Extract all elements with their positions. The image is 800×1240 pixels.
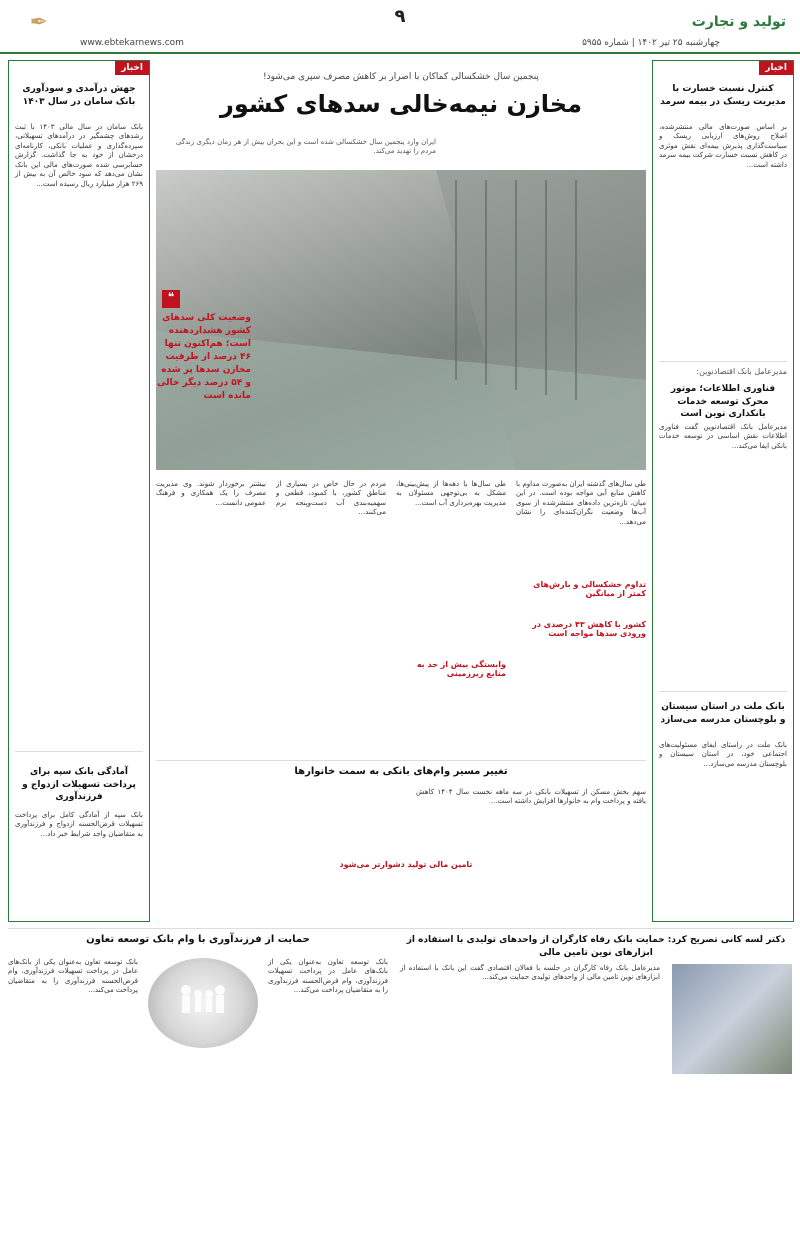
section-label: اخبار [115, 61, 149, 75]
family-icon [176, 982, 230, 1022]
banks-body: سهم بخش مسکن از تسهیلات بانکی در سه ماهه نخست سال ۱۴۰۴ کاهش یافته و پرداخت وام به خانوارها افزایش داشته است... [416, 788, 646, 806]
article-lead: ایران وارد پنجمین سال خشکسالی شده است و این بحران بیش از هر زمان دیگری زندگی مردم را تهدید می‌کند. [176, 138, 436, 156]
page-number: ۹ [394, 6, 406, 27]
section-label: اخبار [759, 61, 793, 75]
bottom-left-body-2: بانک توسعه تعاون به‌عنوان یکی از بانک‌های عامل در پرداخت تسهیلات فرزندآوری، وام قرض‌الحسنه فرزندآوری را به متقاضیان پرداخت می‌کند... [8, 958, 138, 995]
article-body-d: بیشتر برخوردار شوند. وی مدیریت مصرف را یک همکاری و فرهنگ عمومی دانست... [156, 480, 266, 507]
bottom-left-story [8, 934, 388, 1234]
article-body-a: طی سال‌های گذشته ایران به‌صورت مداوم با کاهش منابع آبی مواجه بوده است. در این میان، تازه‌ترین داده‌های منتشرشده از سوی آب‌ها وضعیت نگران‌کننده‌ای را نشان می‌دهد... [516, 480, 646, 526]
divider [659, 361, 787, 362]
article-body-c: مردم در حال خاص در بسیاری از مناطق کشور، با کمبود، قطعی و سهمیه‌بندی آب دست‌وپنجه نرم می‌کنند... [276, 480, 386, 517]
divider [156, 760, 646, 761]
masthead [0, 0, 800, 54]
bottom-left-headline[interactable]: حمایت از فرزندآوری با وام بانک توسعه تعاون [86, 934, 310, 945]
subheading-3: وابستگی بیش از حد به منابع زیرزمینی [416, 660, 506, 678]
right-body-3: بانک ملت در راستای ایفای مسئولیت‌های اجتماعی خود، در استان سیستان و بلوچستان مدرسه می‌سازد... [659, 741, 787, 768]
meeting-photo [672, 964, 792, 1074]
pullquote-icon: ❝ [162, 290, 180, 308]
masthead-meta [80, 38, 720, 48]
article-body-b: طی سال‌ها یا دهه‌ها از پیش‌بینی‌ها، مشکل به بی‌توجهی مسئولان به مدیریت بهره‌برداری آب است... [396, 480, 506, 507]
bottom-right-body: مدیرعامل بانک رفاه کارگران در جلسه با فعالان اقتصادی گفت این بانک با استفاده از ابزارهای نوین تامین مالی از واحدهای تولیدی حمایت می‌کند... [400, 964, 660, 982]
banks-headline[interactable]: تغییر مسیر وام‌های بانکی به سمت خانوارها [294, 766, 508, 777]
right-body-1: بر اساس صورت‌های مالی منتشرشده، اصلاح روش‌های ارزیابی ریسک و سیاست‌گذاری پذیرش بیمه‌ای نقش موثری در کاهش نسبت خسارت شرکت بیمه سرمد داشته است... [659, 123, 787, 169]
banks-mid-red: تامین مالی تولید دشوارتر می‌شود [339, 860, 473, 869]
pullquote: وضعیت کلی سدهای کشور هشداردهنده است؛ هم‌اکنون تنها ۴۶ درصد از ظرفیت مخازن سدها پر شده و ۵۴ درصد دیگر خالی مانده است [156, 313, 251, 402]
bottom-right-headline[interactable]: دکتر لسه کانی تصریح کرد: حمایت بانک رفاه کارگران از واحدهای تولیدی با استفاده از ابزارهای نوین تامین مالی [406, 935, 786, 958]
bottom-divider [8, 928, 792, 929]
right-headline-3[interactable]: بانک ملت در استان سیستان و بلوچستان مدرسه می‌سازد [660, 702, 786, 725]
subheading-1: تداوم خشکسالی و بارش‌های کمتر از میانگین [533, 580, 646, 598]
divider [659, 691, 787, 692]
divider [15, 751, 143, 752]
right-headline-2[interactable]: فناوری اطلاعات؛ موتور محرک توسعه خدمات بانکداری نوین است [670, 384, 776, 420]
issue-date: چهارشنبه ۲۵ تیر ۱۴۰۲ | شماره ۵۹۵۵ [582, 38, 720, 48]
article-headline[interactable]: مخازن نیمه‌خالی سدهای کشور [220, 90, 582, 118]
right-author: مدیرعامل بانک اقتصادنوین: [696, 367, 787, 376]
section-title: تولید و تجارت [691, 14, 786, 30]
left-headline-2[interactable]: آمادگی بانک سپه برای پرداخت تسهیلات ازدواج و فرزندآوری [22, 767, 136, 803]
subheading-2: کشور با کاهش ۴۳ درصدی در ورودی سدها مواجه است [532, 620, 646, 638]
bottom-right-story [400, 934, 792, 1234]
left-body-2: بانک سپه از آمادگی کامل برای پرداخت تسهیلات قرض‌الحسنه ازدواج و فرزندآوری به متقاضیان واجد شرایط خبر داد... [15, 811, 143, 838]
main-article [156, 60, 646, 920]
left-headline[interactable]: جهش درآمدی و سودآوری بانک سامان در سال ۱۴۰۳ [22, 84, 136, 107]
newspaper-logo-icon: ✒ [29, 10, 48, 35]
left-body: بانک سامان در سال مالی ۱۴۰۳ با ثبت رشدهای چشمگیر در درآمدهای تسهیلاتی، سپرده‌گذاری و عملیات بانکی، کارنامه‌ای درخشان از خود به جا گذاشت. گزارش حسابرسی شده صورت‌های مالی این بانک نشان می‌دهد که سود خالص آن به بیش از ۲۶۹ هزار میلیارد ریال رسیده است... [15, 123, 143, 188]
right-headline-1[interactable]: کنترل نسبت خسارت با مدیریت ریسک در بیمه سرمد [660, 84, 786, 107]
right-body-2: مدیرعامل بانک اقتصادنوین گفت فناوری اطلاعات نقش اساسی در توسعه خدمات بانکی ایفا می‌کند... [659, 423, 787, 450]
right-news-column [652, 60, 794, 922]
bottom-left-body: بانک توسعه تعاون به‌عنوان یکی از بانک‌های عامل در پرداخت تسهیلات فرزندآوری، وام قرض‌الحسنه فرزندآوری را به متقاضیان پرداخت می‌کند... [268, 958, 388, 995]
article-kicker: پنجمین سال خشکسالی کماکان با اصرار بر کاهش مصرف سپری می‌شود! [263, 72, 539, 82]
website: www.ebtekarnews.com [80, 38, 184, 48]
left-news-column [8, 60, 150, 922]
